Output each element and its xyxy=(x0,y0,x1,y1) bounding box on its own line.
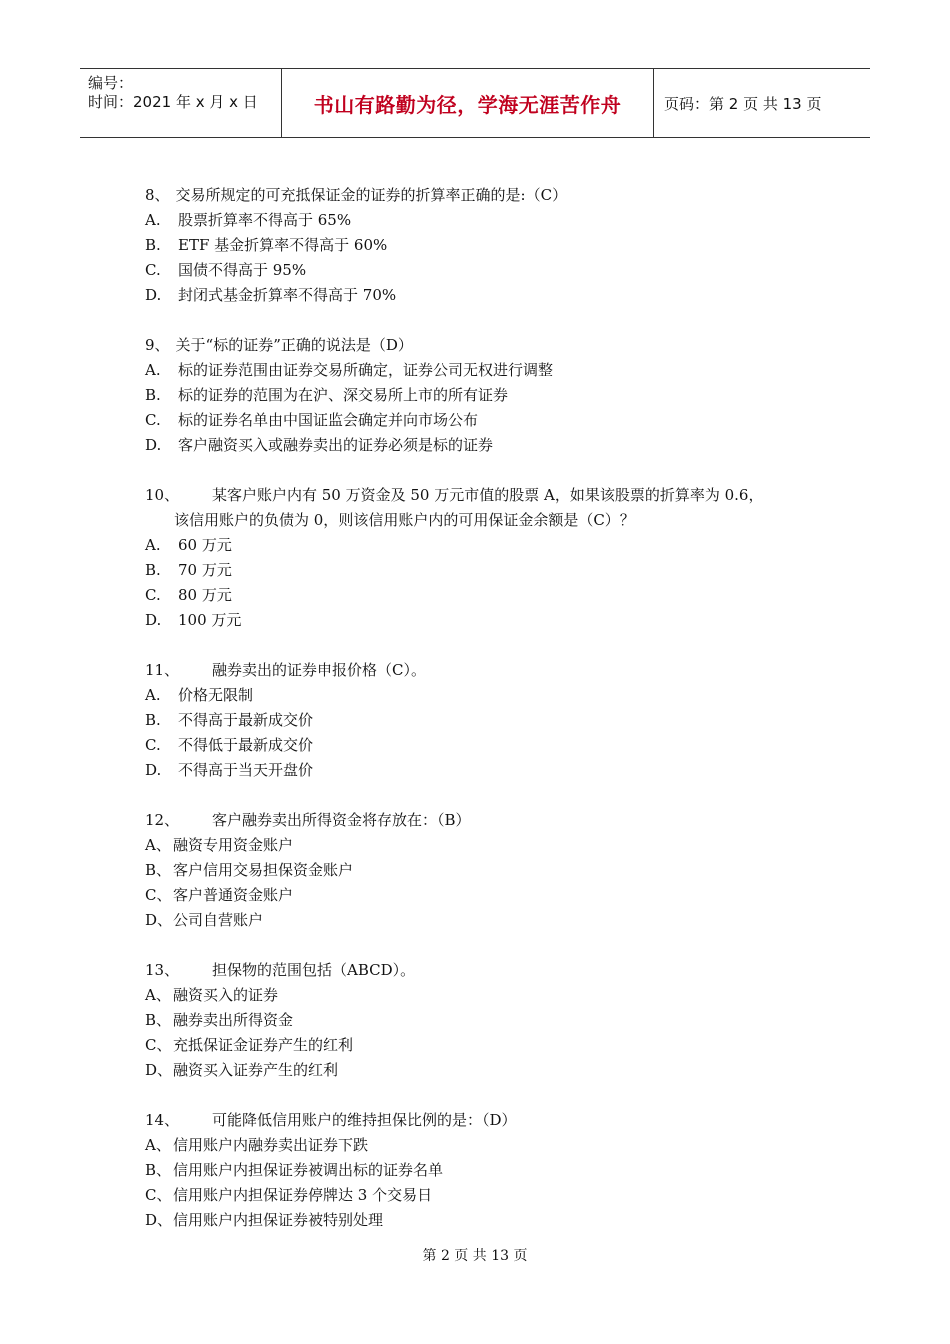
question-stem xyxy=(145,808,845,833)
option-text: 标的证券名单由中国证监会确定并向市场公布 xyxy=(178,411,479,429)
option-text: 不得高于最新成交价 xyxy=(178,711,314,729)
header-page-cell xyxy=(654,69,870,137)
option-text: 融券卖出所得资金 xyxy=(173,1011,294,1029)
question-block xyxy=(145,658,845,783)
option-letter: B、 xyxy=(145,861,172,879)
answer-option xyxy=(145,558,845,583)
question-text-continued: 该信用账户的负债为 0，则该信用账户内的可用保证金余额是（C）？ xyxy=(174,511,635,529)
option-letter: A、 xyxy=(145,836,171,854)
question-number: 13、 xyxy=(145,961,180,979)
option-letter: D、 xyxy=(145,911,173,929)
option-text: ETF 基金折算率不得高于 60% xyxy=(178,236,388,254)
option-letter: D. xyxy=(145,436,162,454)
answer-option xyxy=(145,733,845,758)
answer-option xyxy=(145,983,845,1008)
option-letter: A. xyxy=(145,686,161,704)
answer-option xyxy=(145,408,845,433)
question-number: 12、 xyxy=(145,811,180,829)
answer-option xyxy=(145,883,845,908)
option-letter: B. xyxy=(145,561,161,579)
option-letter: D、 xyxy=(145,1061,173,1079)
option-letter: D、 xyxy=(145,1211,173,1229)
question-text: 可能降低信用账户的维持担保比例的是：（D） xyxy=(212,1111,517,1129)
option-letter: A、 xyxy=(145,986,171,1004)
option-letter: B. xyxy=(145,711,161,729)
question-number: 10、 xyxy=(145,486,180,504)
option-text: 股票折算率不得高于 65% xyxy=(178,211,352,229)
option-text: 信用账户内担保证券停牌达 3 个交易日 xyxy=(173,1186,433,1204)
option-letter: D. xyxy=(145,761,162,779)
question-stem xyxy=(145,958,845,983)
question-text: 关于“标的证券”正确的说法是（D） xyxy=(175,336,413,354)
answer-option xyxy=(145,1133,845,1158)
answer-option xyxy=(145,233,845,258)
answer-option xyxy=(145,833,845,858)
option-letter: B. xyxy=(145,236,161,254)
header-motto: 书山有路勤为径，学海无涯苦作舟 xyxy=(282,69,654,137)
question-text: 融券卖出的证券申报价格（C）。 xyxy=(212,661,426,679)
option-letter: D. xyxy=(145,611,162,629)
option-text: 充抵保证金证券产生的红利 xyxy=(173,1036,354,1054)
question-block xyxy=(145,333,845,458)
option-text: 公司自营账户 xyxy=(173,911,264,929)
option-text: 客户普通资金账户 xyxy=(173,886,294,904)
option-letter: C. xyxy=(145,586,161,604)
answer-option xyxy=(145,683,845,708)
option-text: 信用账户内融券卖出证券下跌 xyxy=(173,1136,369,1154)
answer-option xyxy=(145,708,845,733)
question-block xyxy=(145,483,845,633)
option-text: 不得低于最新成交价 xyxy=(178,736,314,754)
question-stem xyxy=(145,658,845,683)
answer-option xyxy=(145,208,845,233)
option-text: 封闭式基金折算率不得高于 70% xyxy=(178,286,397,304)
option-text: 融资买入证券产生的红利 xyxy=(173,1061,339,1079)
question-number: 11、 xyxy=(145,661,180,679)
document-number-label: 编号： xyxy=(88,74,134,92)
answer-option xyxy=(145,583,845,608)
option-text: 标的证券范围由证券交易所确定，证券公司无权进行调整 xyxy=(178,361,554,379)
answer-option xyxy=(145,908,845,933)
question-block xyxy=(145,183,845,308)
answer-option xyxy=(145,1208,845,1233)
question-number: 9、 xyxy=(145,336,170,354)
option-letter: B、 xyxy=(145,1011,172,1029)
option-letter: A. xyxy=(145,211,161,229)
option-letter: A. xyxy=(145,361,161,379)
question-stem xyxy=(145,183,845,208)
option-text: 价格无限制 xyxy=(178,686,254,704)
option-letter: C. xyxy=(145,736,161,754)
answer-option xyxy=(145,608,845,633)
option-text: 客户信用交易担保资金账户 xyxy=(173,861,354,879)
option-text: 100 万元 xyxy=(178,611,242,629)
question-text: 交易所规定的可充抵保证金的证券的折算率正确的是:（C） xyxy=(175,186,568,204)
question-list xyxy=(145,183,845,1258)
option-text: 信用账户内担保证券被特别处理 xyxy=(173,1211,384,1229)
option-letter: B、 xyxy=(145,1161,172,1179)
option-text: 70 万元 xyxy=(178,561,232,579)
option-text: 客户融资买入或融券卖出的证券必须是标的证券 xyxy=(178,436,494,454)
option-text: 不得高于当天开盘价 xyxy=(178,761,314,779)
option-letter: C. xyxy=(145,411,161,429)
option-text: 60 万元 xyxy=(178,536,232,554)
answer-option xyxy=(145,858,845,883)
answer-option xyxy=(145,1033,845,1058)
option-text: 标的证券的范围为在沪、深交易所上市的所有证券 xyxy=(178,386,509,404)
question-block xyxy=(145,958,845,1083)
question-stem xyxy=(145,483,845,508)
option-letter: C. xyxy=(145,261,161,279)
option-letter: A. xyxy=(145,536,161,554)
answer-option xyxy=(145,383,845,408)
page-header xyxy=(80,68,870,138)
answer-option xyxy=(145,533,845,558)
option-letter: B. xyxy=(145,386,161,404)
question-stem xyxy=(145,1108,845,1133)
question-number: 14、 xyxy=(145,1111,180,1129)
option-text: 信用账户内担保证券被调出标的证券名单 xyxy=(173,1161,444,1179)
question-number: 8、 xyxy=(145,186,170,204)
header-meta-cell xyxy=(80,69,282,137)
option-letter: C、 xyxy=(145,1186,172,1204)
option-text: 80 万元 xyxy=(178,586,232,604)
option-letter: C、 xyxy=(145,886,172,904)
question-block xyxy=(145,808,845,933)
answer-option xyxy=(145,1183,845,1208)
document-date-label: 时间：2021 年 x 月 x 日 xyxy=(88,93,258,111)
question-text: 某客户账户内有 50 万资金及 50 万元市值的股票 A，如果该股票的折算率为 0.6， xyxy=(212,486,764,504)
question-stem xyxy=(145,333,845,358)
answer-option xyxy=(145,1158,845,1183)
answer-option xyxy=(145,1008,845,1033)
answer-option xyxy=(145,258,845,283)
answer-option xyxy=(145,758,845,783)
option-letter: D. xyxy=(145,286,162,304)
question-text: 客户融券卖出所得资金将存放在：（B） xyxy=(212,811,471,829)
answer-option xyxy=(145,283,845,308)
option-letter: C、 xyxy=(145,1036,172,1054)
option-text: 融资买入的证券 xyxy=(173,986,279,1004)
page-footer: 第 2 页 共 13 页 xyxy=(422,1248,528,1264)
answer-option xyxy=(145,1058,845,1083)
option-text: 国债不得高于 95% xyxy=(178,261,307,279)
option-text: 融资专用资金账户 xyxy=(173,836,294,854)
question-block xyxy=(145,1108,845,1233)
option-letter: A、 xyxy=(145,1136,171,1154)
header-page-label: 页码：第 2 页 共 13 页 xyxy=(664,94,822,113)
answer-option xyxy=(145,433,845,458)
question-text: 担保物的范围包括（ABCD）。 xyxy=(212,961,416,979)
answer-option xyxy=(145,358,845,383)
